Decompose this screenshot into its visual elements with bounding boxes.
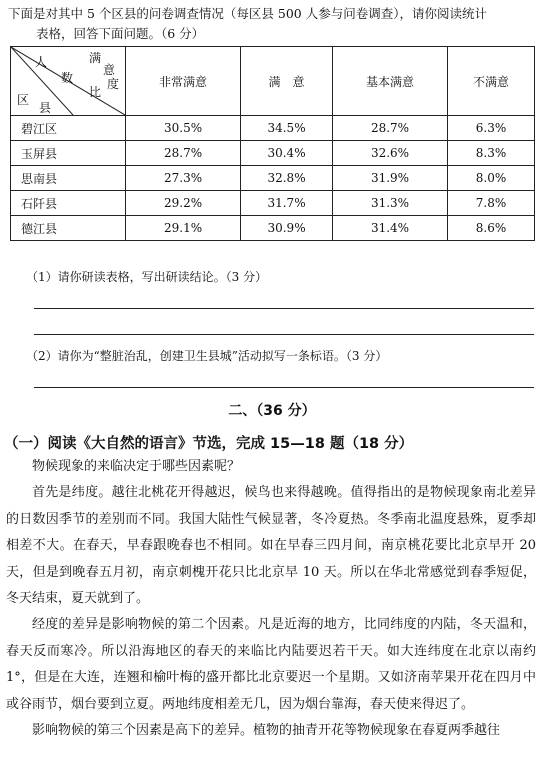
corner-label-du: 度	[107, 77, 120, 91]
table-cell: 30.5%	[126, 116, 241, 141]
answer-line-3[interactable]	[34, 387, 534, 388]
answer-line-2[interactable]	[34, 334, 534, 335]
table-cell: 6.3%	[448, 116, 535, 141]
column-header: 不满意	[448, 47, 535, 116]
paragraph: 影响物候的第三个因素是高下的差异。植物的抽青开花等物候现象在春夏两季越往	[32, 723, 501, 739]
table-cell: 32.6%	[332, 141, 447, 166]
table-cell: 28.7%	[126, 141, 241, 166]
intro-line-1: 下面是对其中 5 个区县的问卷调查情况（每区县 500 人参与问卷调查），请你阅读统计	[8, 6, 487, 21]
table-cell: 8.0%	[448, 166, 535, 191]
section-title: 二、（36 分）	[228, 403, 316, 419]
survey-table	[10, 46, 535, 241]
table-row	[11, 191, 535, 216]
table-cell: 34.5%	[241, 116, 333, 141]
corner-label-yi: 意	[103, 63, 116, 77]
table-cell: 29.1%	[126, 216, 241, 241]
county-name: 石阡县	[11, 191, 126, 216]
table-row	[11, 216, 535, 241]
table-cell: 27.3%	[126, 166, 241, 191]
county-name: 德江县	[11, 216, 126, 241]
answer-line-1[interactable]	[34, 308, 534, 309]
county-name: 玉屏县	[11, 141, 126, 166]
table-header-row	[11, 47, 535, 116]
table-cell: 31.4%	[332, 216, 447, 241]
reading-passage	[6, 454, 536, 744]
county-name: 思南县	[11, 166, 126, 191]
corner-label-xian: 县	[39, 101, 52, 115]
intro-line-2: 表格，回答下面问题。（6 分）	[36, 26, 205, 41]
table-cell: 30.4%	[241, 141, 333, 166]
table-cell: 29.2%	[126, 191, 241, 216]
corner-label-qu: 区	[17, 93, 30, 107]
table-row	[11, 116, 535, 141]
table-cell: 8.6%	[448, 216, 535, 241]
question-1: （1）请你研读表格，写出研读结论。（3 分）	[26, 270, 268, 284]
corner-label-bi: 比	[89, 85, 102, 99]
table-cell: 31.7%	[241, 191, 333, 216]
county-name: 碧江区	[11, 116, 126, 141]
corner-label-shu: 数	[61, 71, 74, 85]
question-2: （2）请你为“整脏治乱，创建卫生县城”活动拟写一条标语。（3 分）	[26, 349, 388, 363]
table-row	[11, 141, 535, 166]
question-intro	[8, 4, 538, 44]
column-header: 满 意	[241, 47, 333, 116]
paragraph: 首先是纬度。越往北桃花开得越迟，候鸟也来得越晚。值得指出的是物候现象南北差异的日数因季节的差别而不同。我国大陆性气候显著，冬冷夏热。冬季南北温度悬殊，夏季却相差不大。在春天，早春跟晚春也不相同。如在早春三四月间，南京桃花要比北京早开 20 天，但是到晚春五月初，南京刺槐开花只比北京早 10 天。所以在华北常感觉到春季短促，冬天结束，夏天就到了。	[6, 485, 536, 607]
paragraph: 物候现象的来临决定于哪些因素呢？	[32, 459, 241, 474]
table-row	[11, 166, 535, 191]
table-cell: 7.8%	[448, 191, 535, 216]
table-cell: 30.9%	[241, 216, 333, 241]
table-cell: 32.8%	[241, 166, 333, 191]
corner-label-ren: 人	[35, 55, 48, 69]
corner-label-man: 满	[89, 51, 102, 65]
diagonal-header-cell	[11, 47, 126, 116]
table-cell: 8.3%	[448, 141, 535, 166]
paragraph: 经度的差异是影响物候的第二个因素。凡是近海的地方，比同纬度的内陆，冬天温和，春天反而寒冷。所以沿海地区的春天的来临比内陆要迟若干天。如大连纬度在北京以南约 1°，但是在大连，连翘和榆叶梅的盛开都比北京要迟一个星期。又如济南苹果开花在四月中或谷雨节，烟台要到立夏。两地纬度相差无几，因为烟台靠海，春天使来得迟了。	[6, 617, 536, 712]
table-cell: 28.7%	[332, 116, 447, 141]
table-cell: 31.3%	[332, 191, 447, 216]
column-header: 基本满意	[332, 47, 447, 116]
table-cell: 31.9%	[332, 166, 447, 191]
reading-title: （一）阅读《大自然的语言》节选，完成 15—18 题（18 分）	[4, 436, 414, 452]
column-header: 非常满意	[126, 47, 241, 116]
